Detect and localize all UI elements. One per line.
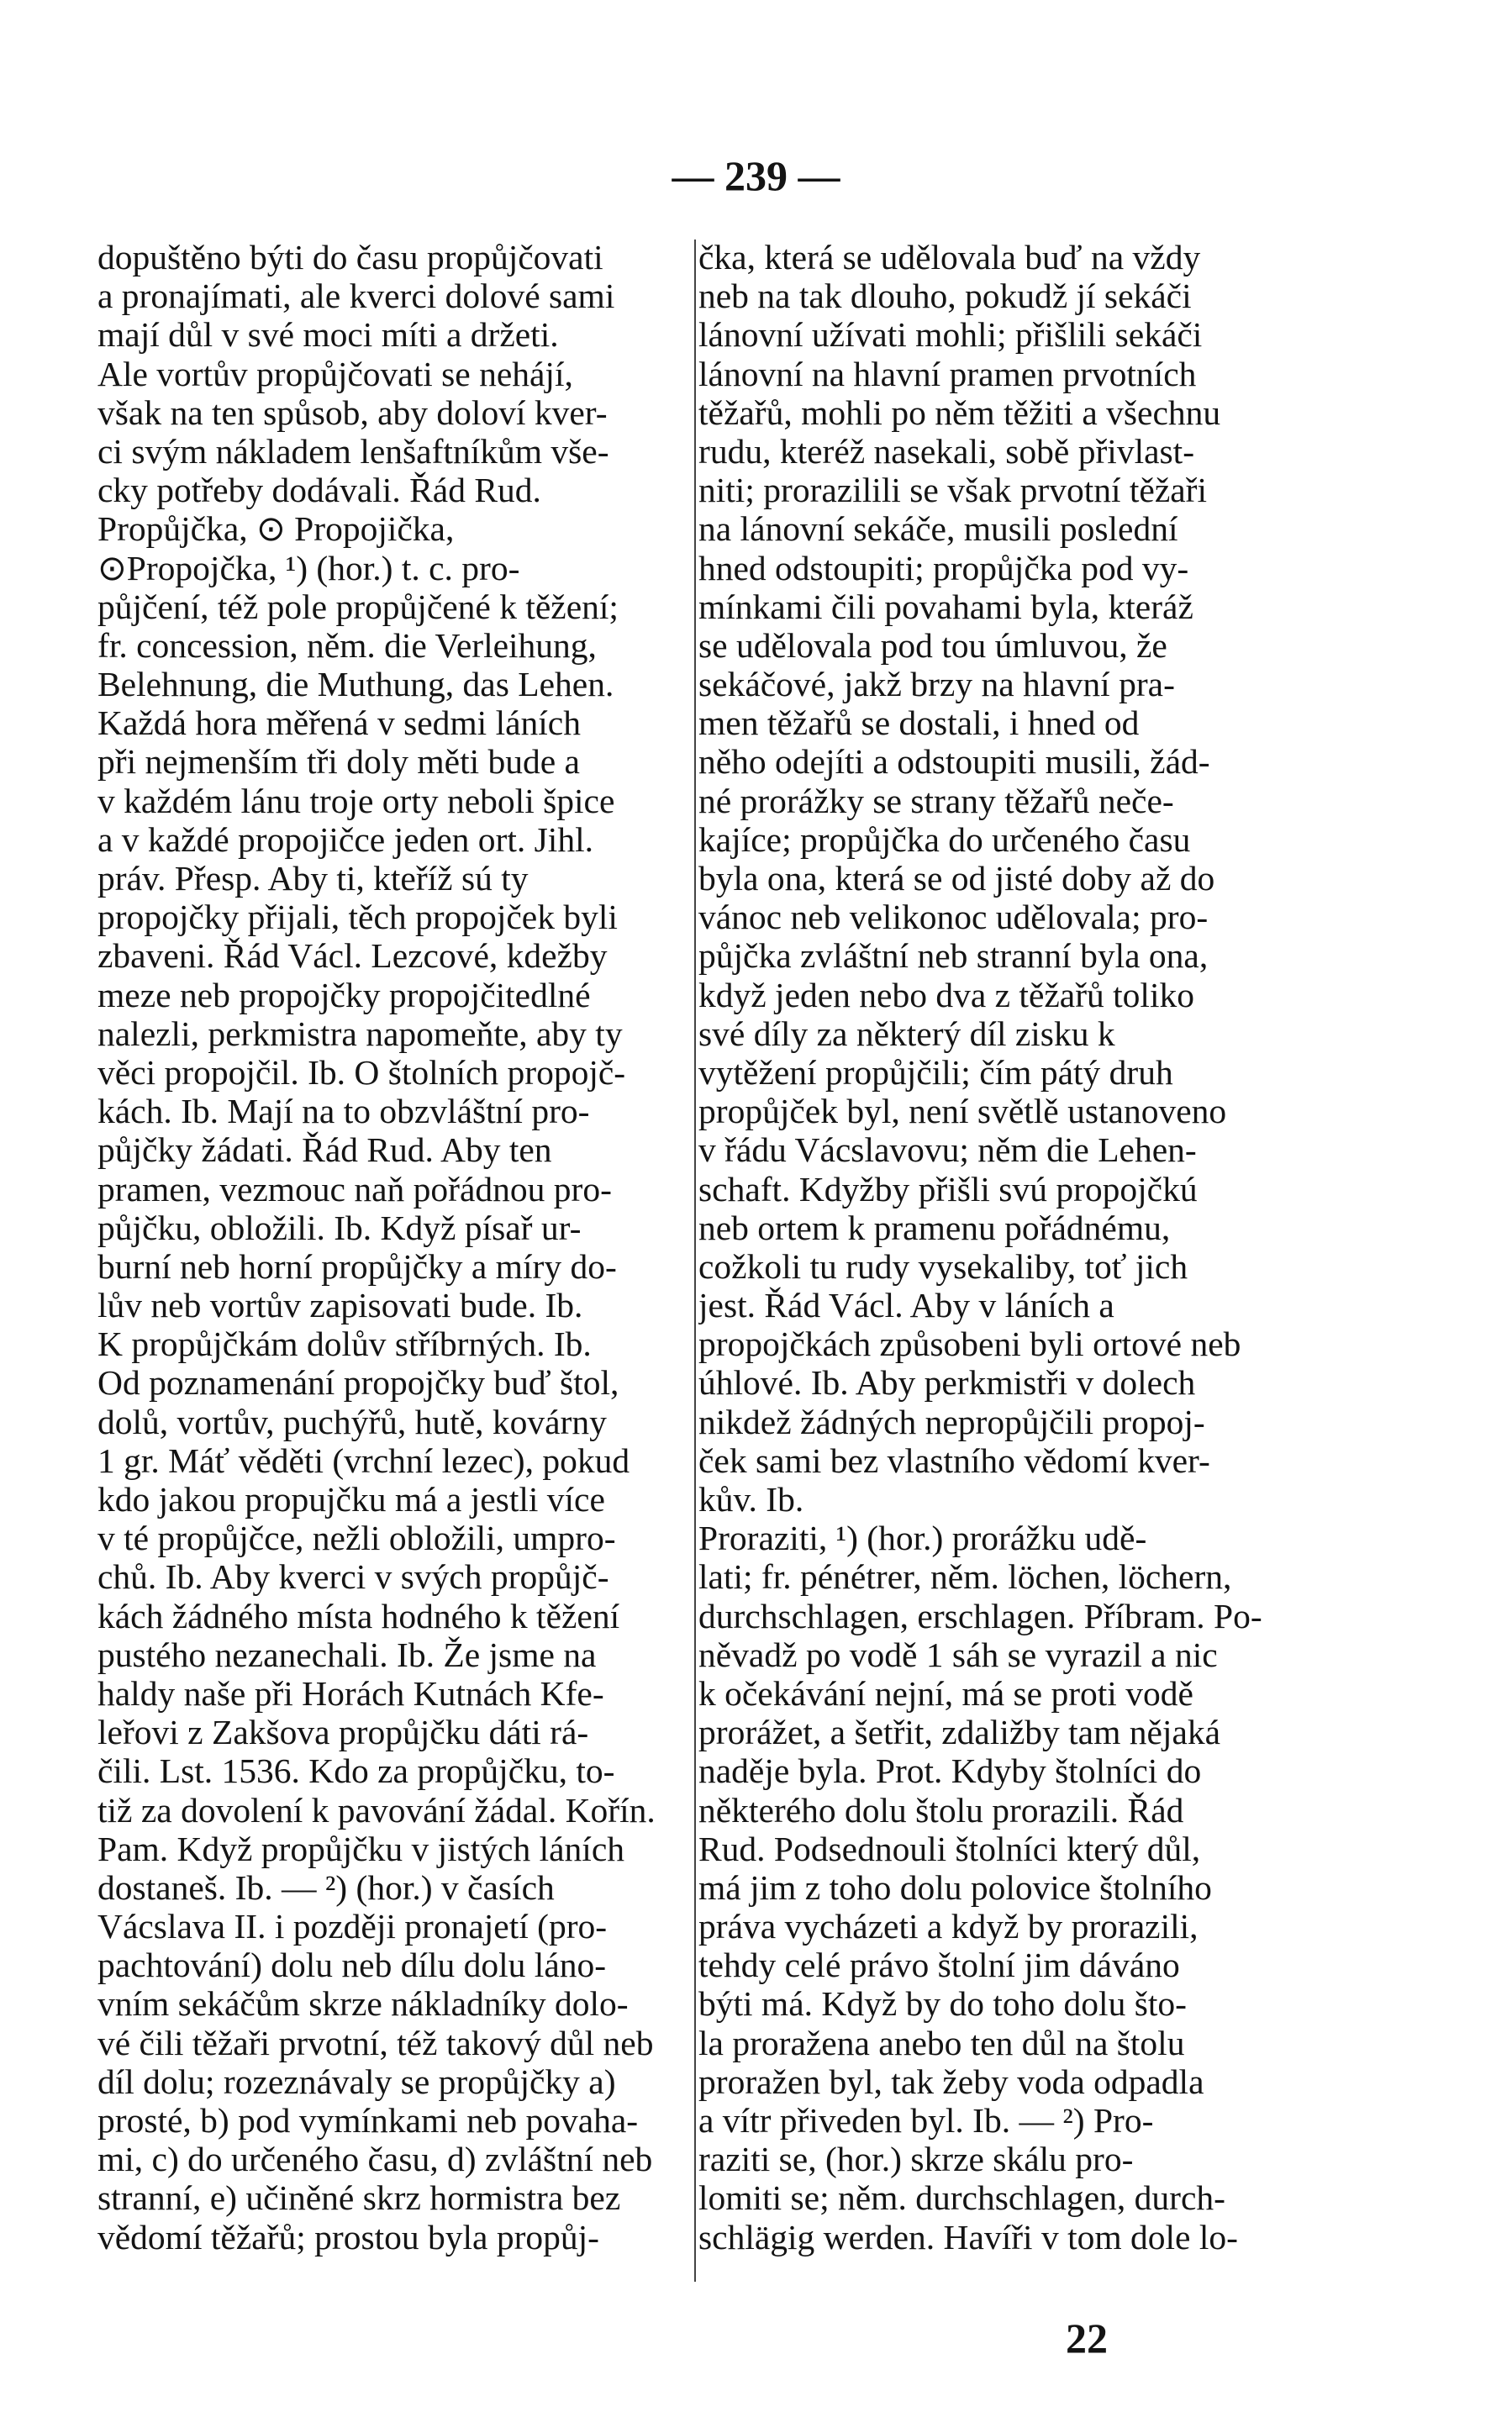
text-line: býti má. Když by do toho dolu što-	[698, 1984, 1187, 2024]
text-line: dolů, vortův, puchýřů, hutě, kovárny	[97, 1402, 607, 1441]
text-line: neb ortem k pramenu pořádnému,	[698, 1208, 1171, 1247]
text-line: kajíce; propůjčka do určeného času	[698, 819, 1191, 859]
text-line: k očekávání nejní, má se proti vodě	[698, 1673, 1193, 1713]
text-line: niti; prorazilili se však prvotní těžaři	[698, 471, 1208, 510]
text-line: rudu, kteréž nasekali, sobě přivlast-	[698, 431, 1195, 471]
text-line: má jim z toho dolu polovice štolního	[698, 1867, 1212, 1907]
text-line: meze neb propojčky propojčitedlné	[97, 975, 591, 1014]
text-line: pustého nezanechali. Ib. Že jsme na	[97, 1635, 597, 1674]
text-line: něho odejíti a odstoupiti musili, žád-	[698, 742, 1210, 782]
text-line: tiž za dovolení k pavování žádal. Kořín.	[97, 1790, 656, 1830]
text-line: Vácslava II. i později pronajetí (pro-	[97, 1907, 608, 1946]
text-line: lův neb vortův zapisovati bude. Ib.	[97, 1286, 583, 1325]
text-line: mi, c) do určeného času, d) zvláštní neb	[97, 2140, 653, 2179]
text-line: některého dolu štolu prorazili. Řád	[698, 1790, 1184, 1830]
text-line: lomiti se; něm. durchschlagen, durch-	[698, 2178, 1225, 2218]
text-line: 1 gr. Máť věděti (vrchní lezec), pokud	[97, 1440, 630, 1480]
text-line: však na ten spůsob, aby doloví kver-	[97, 392, 608, 432]
text-line: leřovi z Zakšova propůjčku dáti rá-	[97, 1713, 589, 1752]
text-line: na lánovní sekáče, musili poslední	[698, 509, 1178, 549]
text-line: ⊙Propojčka, ¹) (hor.) t. c. pro-	[97, 548, 520, 587]
text-line: kdo jakou propujčku má a jestli více	[97, 1480, 605, 1519]
text-line: něvadž po vodě 1 sáh se vyrazil a nic	[698, 1635, 1218, 1674]
text-line: cožkoli tu rudy vysekaliby, toť jich	[698, 1246, 1188, 1286]
text-line: kách žádného místa hodného k těžení	[97, 1596, 620, 1635]
text-line: při nejmenším tři doly měti bude a	[97, 742, 580, 782]
sheet-signature: 22	[1066, 2315, 1108, 2362]
text-line: byla ona, která se od jisté doby až do	[698, 859, 1215, 898]
text-line: lánovní na hlavní pramen prvotních	[698, 354, 1197, 393]
text-line: ček sami bez vlastního vědomí kver-	[698, 1440, 1210, 1480]
text-line: pachtování) dolu neb dílu dolu láno-	[97, 1946, 607, 1985]
text-line: vním sekáčům skrze nákladníky dolo-	[97, 1984, 629, 2024]
text-line: lánovní užívati mohli; přišlili sekáči	[698, 315, 1203, 355]
text-line: Rud. Podsednouli štolníci který důl,	[698, 1829, 1201, 1868]
text-line: když jeden nebo dva z těžařů toliko	[698, 975, 1194, 1014]
text-line: a vítr přiveden byl. Ib. — ²) Pro-	[698, 2101, 1154, 2140]
text-line: naděje byla. Prot. Kdyby štolníci do	[698, 1751, 1202, 1791]
text-line: dostaneš. Ib. — ²) (hor.) v časích	[97, 1867, 555, 1907]
text-line: vytěžení propůjčili; čím pátý druh	[698, 1052, 1173, 1092]
text-line: půjčku, obložili. Ib. Když písař ur-	[97, 1208, 582, 1247]
text-line: schaft. Kdyžby přišli svú propojčkú	[698, 1169, 1198, 1209]
text-line: prosté, b) pod vymínkami neb povaha-	[97, 2101, 639, 2140]
right-text-column	[698, 238, 1308, 2257]
text-line: men těžařů se dostali, i hned od	[698, 703, 1140, 743]
left-text-column	[97, 238, 707, 2257]
text-line: proražen byl, tak žeby voda odpadla	[698, 2062, 1204, 2101]
text-line: zbaveni. Řád Václ. Lezcové, kdežby	[97, 936, 608, 976]
text-line: v řádu Vácslavovu; něm die Lehen-	[698, 1130, 1197, 1170]
text-line: Belehnung, die Muthung, das Lehen.	[97, 665, 614, 704]
text-line: la proražena anebo ten důl na štolu	[698, 2023, 1185, 2062]
text-line: kův. Ib.	[698, 1480, 804, 1519]
text-line: práv. Přesp. Aby ti, kteříž sú ty	[97, 859, 529, 898]
text-line: stranní, e) učiněné skrz hormistra bez	[97, 2178, 621, 2218]
text-line: haldy naše při Horách Kutnách Kfe-	[97, 1673, 604, 1713]
text-line: vánoc neb velikonoc udělovala; pro-	[698, 898, 1209, 937]
text-line: nikdež žádných nepropůjčili propoj-	[698, 1402, 1205, 1441]
text-line: dopuštěno býti do času propůjčovati	[97, 238, 603, 276]
text-line: K propůjčkám dolův stříbrných. Ib.	[97, 1324, 592, 1364]
text-line: neb na tak dlouho, pokudž jí sekáči	[698, 276, 1192, 316]
text-line: a v každé propojičce jeden ort. Jihl.	[97, 819, 593, 859]
text-line: propojčkách způsobeni byli ortové neb	[698, 1324, 1241, 1364]
text-line: vé čili těžaři prvotní, též takový důl neb	[97, 2023, 654, 2062]
text-line: v té propůjčce, nežli obložili, umpro-	[97, 1519, 616, 1558]
text-line: půjčka zvláštní neb stranní byla ona,	[698, 936, 1209, 976]
text-line: Od poznamenání propojčky buď štol,	[97, 1363, 619, 1403]
text-line: Propůjčka, ⊙ Propojička,	[97, 509, 455, 549]
text-line: mají důl v své moci míti a držeti.	[97, 315, 559, 355]
text-line: burní neb horní propůjčky a míry do-	[97, 1246, 617, 1286]
text-line: raziti se, (hor.) skrze skálu pro-	[698, 2140, 1134, 2179]
text-line: fr. concession, něm. die Verleihung,	[97, 625, 597, 665]
text-line: chů. Ib. Aby kverci v svých propůjč-	[97, 1557, 609, 1597]
text-line: propůjček byl, není světlě ustanoveno	[698, 1092, 1227, 1131]
text-line: cky potřeby dodávali. Řád Rud.	[97, 471, 541, 510]
text-line: se udělovala pod tou úmluvou, že	[698, 625, 1167, 665]
text-line: práva vycházeti a když by prorazili,	[698, 1907, 1199, 1946]
text-line: schlägig werden. Havíři v tom dole lo-	[698, 2217, 1238, 2257]
text-line: díl dolu; rozeznávaly se propůjčky a)	[97, 2062, 616, 2101]
text-line: úhlové. Ib. Aby perkmistři v dolech	[698, 1363, 1196, 1403]
text-line: Pam. Když propůjčku v jistých láních	[97, 1829, 624, 1868]
text-line: čili. Lst. 1536. Kdo za propůjčku, to-	[97, 1751, 615, 1791]
text-line: nalezli, perkmistra napomeňte, aby ty	[97, 1014, 623, 1053]
text-line: kách. Ib. Mají na to obzvláštní pro-	[97, 1092, 590, 1131]
text-line: propojčky přijali, těch propojček byli	[97, 898, 618, 937]
text-line: své díly za některý díl zisku k	[698, 1014, 1115, 1053]
text-line: v každém lánu troje orty neboli špice	[97, 781, 615, 820]
text-line: vědomí těžařů; prostou byla propůj-	[97, 2217, 599, 2257]
text-line: Každá hora měřená v sedmi láních	[97, 703, 581, 743]
text-line: a pronajímati, ale kverci dolové sami	[97, 276, 615, 316]
text-line: ci svým nákladem lenšaftníkům vše-	[97, 431, 609, 471]
text-line: mínkami čili povahami byla, kteráž	[698, 587, 1193, 626]
text-line: čka, která se udělovala buď na vždy	[698, 238, 1201, 276]
text-line: tehdy celé právo štolní jim dáváno	[698, 1946, 1180, 1985]
text-line: těžařů, mohli po něm těžiti a všechnu	[698, 392, 1221, 432]
text-line: Ale vortův propůjčovati se nehájí,	[97, 354, 573, 393]
text-line: lati; fr. pénétrer, něm. löchen, löchern,	[698, 1557, 1232, 1597]
text-line: prorážet, a šetřit, zdaližby tam nějaká	[698, 1713, 1221, 1752]
text-line: Proraziti, ¹) (hor.) prorážku udě-	[698, 1519, 1147, 1558]
text-line: durchschlagen, erschlagen. Příbram. Po-	[698, 1596, 1262, 1635]
text-line: jest. Řád Václ. Aby v láních a	[698, 1286, 1114, 1325]
text-line: půjčky žádati. Řád Rud. Aby ten	[97, 1130, 552, 1170]
text-line: věci propojčil. Ib. O štolních propojč-	[97, 1052, 626, 1092]
text-line: né prorážky se strany těžařů neče-	[698, 781, 1174, 820]
column-divider	[694, 240, 696, 2282]
page-number: — 239 —	[672, 152, 840, 199]
text-line: pramen, vezmouc naň pořádnou pro-	[97, 1169, 612, 1209]
text-line: hned odstoupiti; propůjčka pod vy-	[698, 548, 1189, 587]
text-line: půjčení, též pole propůjčené k těžení;	[97, 587, 619, 626]
text-line: sekáčové, jakž brzy na hlavní pra-	[698, 665, 1175, 704]
